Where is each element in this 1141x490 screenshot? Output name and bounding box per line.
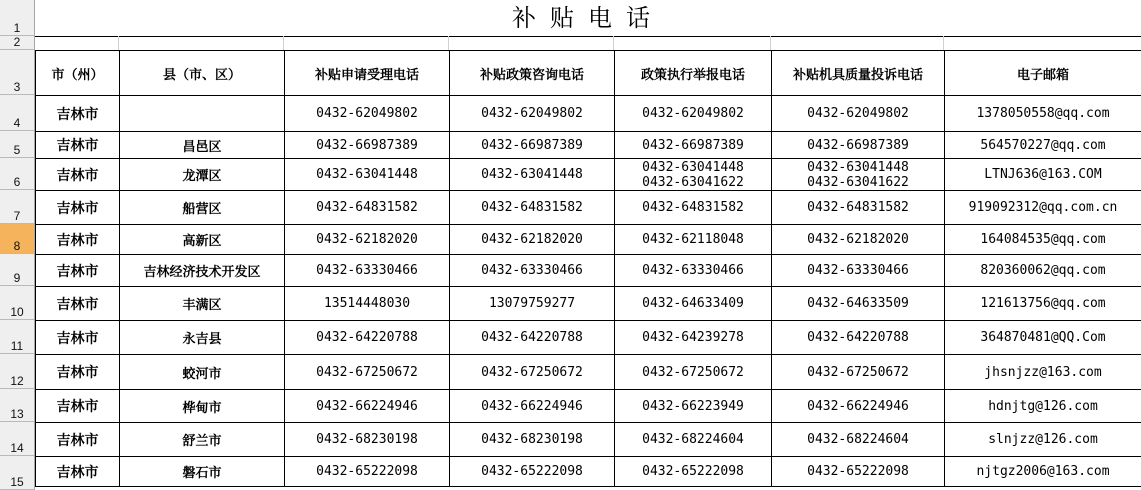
- county-cell[interactable]: 永吉县: [120, 321, 285, 355]
- city-cell[interactable]: 吉林市: [36, 159, 120, 191]
- row-header[interactable]: [0, 320, 34, 354]
- complaint-phone-cell[interactable]: 0432-64633509: [772, 287, 945, 321]
- apply-phone-cell[interactable]: 0432-66987389: [285, 132, 450, 159]
- apply-phone-cell[interactable]: 0432-64831582: [285, 191, 450, 225]
- email-cell[interactable]: slnjzz@126.com: [945, 423, 1141, 457]
- table-row: [36, 423, 1141, 457]
- apply-phone-cell[interactable]: 13514448030: [285, 287, 450, 321]
- subsidy-phone-table: [35, 50, 1141, 487]
- row-header[interactable]: [0, 456, 34, 490]
- table-row: [36, 159, 1141, 191]
- table-row: [36, 321, 1141, 355]
- row-header-label: 1: [13, 21, 21, 35]
- report-phone-cell[interactable]: 0432-64239278: [615, 321, 772, 355]
- email-cell[interactable]: njtgz2006@163.com: [945, 457, 1141, 487]
- email-cell[interactable]: hdnjtg@126.com: [945, 390, 1141, 423]
- apply-phone-cell[interactable]: 0432-62049802: [285, 96, 450, 132]
- apply-phone-cell[interactable]: 0432-66224946: [285, 390, 450, 423]
- county-cell[interactable]: 昌邑区: [120, 132, 285, 159]
- complaint-phone-cell[interactable]: 0432-62049802: [772, 96, 945, 132]
- complaint-phone-cell-line2: 0432-63041622: [807, 174, 909, 190]
- table-row: [36, 287, 1141, 321]
- consult-phone-cell[interactable]: 0432-66224946: [450, 390, 615, 423]
- city-cell[interactable]: 吉林市: [36, 423, 120, 457]
- report-phone-cell-line2: 0432-63041622: [642, 174, 744, 190]
- row-header[interactable]: [0, 389, 34, 422]
- table-row: [36, 255, 1141, 287]
- header-email[interactable]: 电子邮箱: [945, 51, 1141, 96]
- row-header[interactable]: [0, 131, 34, 158]
- consult-phone-cell[interactable]: 13079759277: [450, 287, 615, 321]
- report-phone-cell[interactable]: [615, 159, 772, 191]
- cell-area: [35, 0, 1141, 490]
- report-phone-cell[interactable]: 0432-66987389: [615, 132, 772, 159]
- row-header[interactable]: [0, 158, 34, 190]
- row-header-label: 7: [13, 209, 21, 223]
- apply-phone-cell[interactable]: 0432-63330466: [285, 255, 450, 287]
- report-phone-cell[interactable]: 0432-62049802: [615, 96, 772, 132]
- apply-phone-cell[interactable]: 0432-65222098: [285, 457, 450, 487]
- table-row: [36, 132, 1141, 159]
- row-header-label: 5: [13, 143, 21, 157]
- consult-phone-cell[interactable]: 0432-67250672: [450, 355, 615, 390]
- city-cell[interactable]: 吉林市: [36, 321, 120, 355]
- row-header-label: 10: [10, 305, 24, 319]
- consult-phone-cell[interactable]: 0432-62182020: [450, 225, 615, 255]
- email-cell[interactable]: LTNJ636@163.COM: [945, 159, 1141, 191]
- row-header-label: 2: [13, 35, 21, 49]
- county-cell[interactable]: 船营区: [120, 191, 285, 225]
- row-header-column: [0, 0, 35, 490]
- complaint-phone-cell-line1: 0432-63041448: [807, 159, 909, 175]
- row-header[interactable]: [0, 36, 34, 50]
- row-header[interactable]: [0, 50, 34, 95]
- row-header-label: 12: [10, 374, 24, 388]
- header-consult-phone[interactable]: 补贴政策咨询电话: [450, 51, 615, 96]
- email-cell[interactable]: 164084535@qq.com: [945, 225, 1141, 255]
- city-cell[interactable]: 吉林市: [36, 255, 120, 287]
- row-header[interactable]: [0, 190, 34, 224]
- city-cell[interactable]: 吉林市: [36, 96, 120, 132]
- email-cell[interactable]: 364870481@QQ.Com: [945, 321, 1141, 355]
- city-cell[interactable]: 吉林市: [36, 457, 120, 487]
- table-row: [36, 355, 1141, 390]
- complaint-phone-cell[interactable]: 0432-66987389: [772, 132, 945, 159]
- table-row: [36, 96, 1141, 132]
- city-cell[interactable]: 吉林市: [36, 390, 120, 423]
- county-cell[interactable]: 蛟河市: [120, 355, 285, 390]
- apply-phone-cell[interactable]: 0432-68230198: [285, 423, 450, 457]
- complaint-phone-cell[interactable]: 0432-66224946: [772, 390, 945, 423]
- table-row: [36, 457, 1141, 487]
- report-phone-cell-line1: 0432-63041448: [642, 159, 744, 175]
- row-header[interactable]: [0, 0, 34, 36]
- report-phone-cell[interactable]: 0432-63330466: [615, 255, 772, 287]
- email-cell[interactable]: 1378050558@qq.com: [945, 96, 1141, 132]
- report-phone-cell[interactable]: 0432-62118048: [615, 225, 772, 255]
- apply-phone-cell[interactable]: 0432-63041448: [285, 159, 450, 191]
- report-phone-cell[interactable]: 0432-68224604: [615, 423, 772, 457]
- table-row: [36, 390, 1141, 423]
- row-header-label: 3: [13, 80, 21, 94]
- header-complaint-phone[interactable]: 补贴机具质量投诉电话: [772, 51, 945, 96]
- header-report-phone[interactable]: 政策执行举报电话: [615, 51, 772, 96]
- email-cell[interactable]: 564570227@qq.com: [945, 132, 1141, 159]
- email-cell[interactable]: 121613756@qq.com: [945, 287, 1141, 321]
- county-cell[interactable]: 舒兰市: [120, 423, 285, 457]
- row-header-label: 9: [13, 271, 21, 285]
- header-city[interactable]: 市（州）: [36, 51, 120, 96]
- row-header-label: 8: [13, 239, 21, 253]
- row-header-label: 14: [10, 441, 24, 455]
- consult-phone-cell[interactable]: 0432-68230198: [450, 423, 615, 457]
- consult-phone-cell[interactable]: 0432-66987389: [450, 132, 615, 159]
- email-cell[interactable]: 919092312@qq.com.cn: [945, 191, 1141, 225]
- header-row: [36, 51, 1141, 96]
- consult-phone-cell[interactable]: 0432-64831582: [450, 191, 615, 225]
- header-county[interactable]: 县（市、区）: [120, 51, 285, 96]
- apply-phone-cell[interactable]: 0432-62182020: [285, 225, 450, 255]
- city-cell[interactable]: 吉林市: [36, 132, 120, 159]
- complaint-phone-cell[interactable]: 0432-64220788: [772, 321, 945, 355]
- city-cell[interactable]: 吉林市: [36, 355, 120, 390]
- city-cell[interactable]: 吉林市: [36, 191, 120, 225]
- city-cell[interactable]: 吉林市: [36, 287, 120, 321]
- report-phone-cell[interactable]: 0432-66223949: [615, 390, 772, 423]
- complaint-phone-cell[interactable]: 0432-62182020: [772, 225, 945, 255]
- email-cell[interactable]: jhsnjzz@163.com: [945, 355, 1141, 390]
- county-cell[interactable]: 高新区: [120, 225, 285, 255]
- row-header[interactable]: [0, 422, 34, 456]
- sheet-title[interactable]: 补贴电话: [35, 0, 1141, 37]
- header-apply-phone[interactable]: 补贴申请受理电话: [285, 51, 450, 96]
- report-phone-cell[interactable]: 0432-65222098: [615, 457, 772, 487]
- email-cell[interactable]: 820360062@qq.com: [945, 255, 1141, 287]
- row-header[interactable]: [0, 95, 34, 131]
- row-header[interactable]: [0, 254, 34, 286]
- consult-phone-cell[interactable]: 0432-62049802: [450, 96, 615, 132]
- row-header-label: 13: [10, 407, 24, 421]
- row-header[interactable]: [0, 224, 34, 254]
- county-cell[interactable]: 丰满区: [120, 287, 285, 321]
- city-cell[interactable]: 吉林市: [36, 225, 120, 255]
- consult-phone-cell[interactable]: 0432-64220788: [450, 321, 615, 355]
- row-header-label: 4: [13, 116, 21, 130]
- county-cell[interactable]: 吉林经济技术开发区: [120, 255, 285, 287]
- complaint-phone-cell[interactable]: [772, 159, 945, 191]
- report-phone-cell[interactable]: 0432-64633409: [615, 287, 772, 321]
- report-phone-cell[interactable]: 0432-67250672: [615, 355, 772, 390]
- complaint-phone-cell[interactable]: 0432-67250672: [772, 355, 945, 390]
- report-phone-cell[interactable]: 0432-64831582: [615, 191, 772, 225]
- row-header-label: 11: [10, 339, 24, 353]
- complaint-phone-cell[interactable]: 0432-65222098: [772, 457, 945, 487]
- table-row: [36, 225, 1141, 255]
- row-header-label: 6: [13, 175, 21, 189]
- apply-phone-cell[interactable]: 0432-64220788: [285, 321, 450, 355]
- apply-phone-cell[interactable]: 0432-67250672: [285, 355, 450, 390]
- county-cell[interactable]: 磐石市: [120, 457, 285, 487]
- county-cell[interactable]: 龙潭区: [120, 159, 285, 191]
- consult-phone-cell[interactable]: 0432-63041448: [450, 159, 615, 191]
- county-cell[interactable]: [120, 96, 285, 132]
- row-header-label: 15: [10, 475, 24, 489]
- row-header[interactable]: [0, 354, 34, 389]
- consult-phone-cell[interactable]: 0432-63330466: [450, 255, 615, 287]
- complaint-phone-cell[interactable]: 0432-64831582: [772, 191, 945, 225]
- table-row: [36, 191, 1141, 225]
- consult-phone-cell[interactable]: 0432-65222098: [450, 457, 615, 487]
- row2-gridlines: [35, 36, 1141, 50]
- county-cell[interactable]: 桦甸市: [120, 390, 285, 423]
- complaint-phone-cell[interactable]: 0432-63330466: [772, 255, 945, 287]
- complaint-phone-cell[interactable]: 0432-68224604: [772, 423, 945, 457]
- row-header[interactable]: [0, 286, 34, 320]
